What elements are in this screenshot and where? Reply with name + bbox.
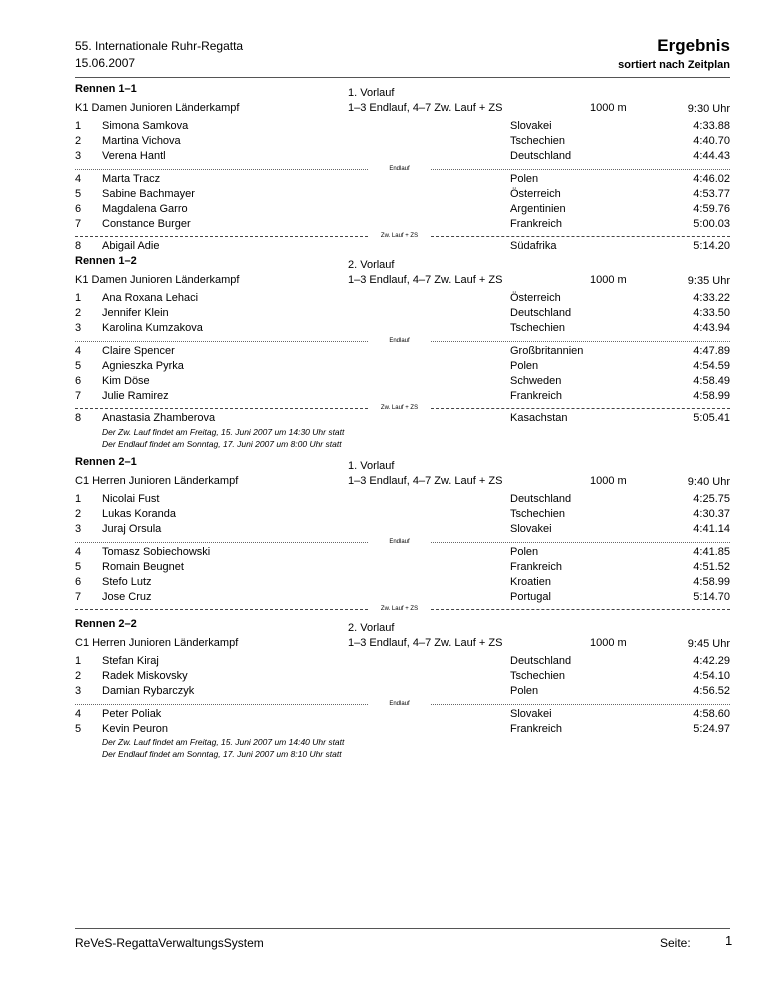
cutoff-line-right bbox=[431, 542, 730, 543]
athlete-name: Romain Beugnet bbox=[102, 560, 184, 573]
athlete-name: Jennifer Klein bbox=[102, 307, 169, 320]
result-time: 4:53.77 bbox=[693, 187, 730, 200]
cutoff-line-right bbox=[431, 609, 730, 610]
result-time: 5:14.70 bbox=[693, 591, 730, 604]
page-label: Seite: bbox=[660, 936, 691, 950]
result-place: 7 bbox=[75, 218, 82, 231]
race-note: Der Zw. Lauf findet am Freitag, 15. Juni 2007 um 14:30 Uhr statt bbox=[102, 426, 345, 437]
result-time: 4:59.76 bbox=[693, 203, 730, 215]
result-time: 4:58.49 bbox=[693, 375, 730, 387]
result-place: 3 bbox=[75, 150, 82, 163]
result-place: 3 bbox=[75, 523, 82, 536]
race-number: Rennen 2–1 bbox=[75, 456, 137, 468]
result-time: 4:33.50 bbox=[693, 307, 730, 320]
race-distance: 1000 m bbox=[590, 102, 627, 114]
athlete-country: Deutschland bbox=[510, 307, 572, 320]
result-row bbox=[0, 708, 768, 723]
result-row bbox=[0, 685, 768, 700]
athlete-name: Kim Döse bbox=[102, 375, 150, 387]
semifinal-cutoff-line bbox=[75, 232, 730, 240]
result-time: 4:51.52 bbox=[693, 560, 730, 573]
result-row bbox=[0, 292, 768, 307]
athlete-country: Frankreich bbox=[510, 218, 562, 231]
athlete-name: Peter Poliak bbox=[102, 707, 162, 720]
athlete-name: Simona Samkova bbox=[102, 120, 189, 132]
result-row bbox=[0, 591, 768, 606]
race-distance: 1000 m bbox=[590, 475, 627, 487]
cutoff-line-left bbox=[75, 169, 368, 170]
cutoff-line-right bbox=[431, 704, 730, 705]
race-start-time: 9:30 Uhr bbox=[687, 103, 730, 115]
result-time: 5:24.97 bbox=[693, 722, 730, 735]
header-divider bbox=[75, 77, 730, 78]
result-time: 4:30.37 bbox=[693, 508, 730, 521]
athlete-country: Frankreich bbox=[510, 722, 562, 735]
race-heat: 1. Vorlauf bbox=[348, 460, 395, 472]
race-distance: 1000 m bbox=[590, 274, 627, 286]
athlete-country: Deutschland bbox=[510, 150, 572, 163]
result-place: 5 bbox=[75, 187, 82, 200]
athlete-name: Claire Spencer bbox=[102, 344, 175, 357]
result-place: 4 bbox=[75, 707, 82, 720]
cutoff-line-left bbox=[75, 542, 368, 543]
athlete-country: Polen bbox=[510, 172, 539, 185]
result-row bbox=[0, 561, 768, 576]
cutoff-label: Endlauf bbox=[389, 165, 410, 172]
result-place: 2 bbox=[75, 135, 82, 148]
athlete-name: Nicolai Fust bbox=[102, 493, 160, 505]
result-place: 3 bbox=[75, 685, 82, 698]
athlete-name: Damian Rybarczyk bbox=[102, 685, 195, 698]
result-place: 6 bbox=[75, 375, 82, 387]
race-class: K1 Damen Junioren Länderkampf bbox=[75, 274, 240, 286]
cutoff-label: Zw. Lauf + ZS bbox=[380, 405, 419, 412]
cutoff-label: Endlauf bbox=[389, 538, 410, 545]
cutoff-line-right bbox=[431, 236, 730, 237]
athlete-name: Radek Miskovsky bbox=[102, 670, 188, 683]
athlete-country: Tschechien bbox=[510, 322, 566, 335]
result-place: 6 bbox=[75, 203, 82, 215]
athlete-name: Ana Roxana Lehaci bbox=[102, 292, 199, 304]
race-number: Rennen 1–2 bbox=[75, 255, 137, 267]
race-number: Rennen 2–2 bbox=[75, 618, 137, 630]
result-row bbox=[0, 150, 768, 165]
result-place: 8 bbox=[75, 240, 82, 253]
athlete-name: Lukas Koranda bbox=[102, 508, 176, 521]
cutoff-line-left bbox=[75, 236, 368, 237]
athlete-country: Tschechien bbox=[510, 135, 566, 148]
result-row bbox=[0, 188, 768, 203]
result-place: 4 bbox=[75, 344, 82, 357]
athlete-country: Argentinien bbox=[510, 203, 566, 215]
race-progression: 1–3 Endlauf, 4–7 Zw. Lauf + ZS bbox=[348, 637, 503, 649]
athlete-name: Verena Hantl bbox=[102, 150, 166, 163]
result-place: 1 bbox=[75, 292, 82, 304]
athlete-country: Portugal bbox=[510, 591, 551, 604]
race-progression: 1–3 Endlauf, 4–7 Zw. Lauf + ZS bbox=[348, 475, 503, 487]
result-place: 4 bbox=[75, 172, 82, 185]
race-start-time: 9:35 Uhr bbox=[687, 275, 730, 287]
result-row bbox=[0, 523, 768, 538]
athlete-name: Abigail Adie bbox=[102, 240, 160, 253]
result-time: 4:58.99 bbox=[693, 576, 730, 588]
result-row bbox=[0, 240, 768, 255]
result-place: 2 bbox=[75, 508, 82, 521]
athlete-name: Anastasia Zhamberova bbox=[102, 412, 216, 425]
page-subtitle: sortiert nach Zeitplan bbox=[618, 59, 730, 71]
race-heat: 2. Vorlauf bbox=[348, 622, 395, 634]
result-row bbox=[0, 412, 768, 427]
athlete-country: Slovakei bbox=[510, 707, 552, 720]
athlete-country: Slovakei bbox=[510, 120, 552, 132]
event-date: 15.06.2007 bbox=[75, 56, 136, 70]
result-time: 4:58.60 bbox=[693, 707, 730, 720]
athlete-country: Österreich bbox=[510, 187, 561, 200]
cutoff-line-left bbox=[75, 341, 368, 342]
cutoff-label: Zw. Lauf + ZS bbox=[380, 233, 419, 240]
result-place: 1 bbox=[75, 120, 82, 132]
result-row bbox=[0, 655, 768, 670]
result-place: 5 bbox=[75, 359, 82, 372]
footer-divider bbox=[75, 928, 730, 929]
result-place: 1 bbox=[75, 655, 82, 667]
result-row bbox=[0, 723, 768, 738]
cutoff-line-left bbox=[75, 704, 368, 705]
result-row bbox=[0, 218, 768, 233]
athlete-name: Agnieszka Pyrka bbox=[102, 359, 184, 372]
race-class: C1 Herren Junioren Länderkampf bbox=[75, 475, 239, 487]
result-place: 8 bbox=[75, 412, 82, 425]
result-time: 5:14.20 bbox=[693, 240, 730, 253]
page-title: Ergebnis bbox=[657, 36, 730, 55]
result-row bbox=[0, 322, 768, 337]
result-time: 4:33.88 bbox=[693, 120, 730, 132]
athlete-country: Slovakei bbox=[510, 523, 552, 536]
race-progression: 1–3 Endlauf, 4–7 Zw. Lauf + ZS bbox=[348, 102, 503, 114]
race-heat: 1. Vorlauf bbox=[348, 87, 395, 99]
result-row bbox=[0, 670, 768, 685]
result-row bbox=[0, 203, 768, 218]
result-row bbox=[0, 135, 768, 150]
final-cutoff-line bbox=[75, 337, 730, 345]
athlete-country: Frankreich bbox=[510, 560, 562, 573]
athlete-country: Großbritannien bbox=[510, 344, 584, 357]
result-time: 5:00.03 bbox=[693, 218, 730, 231]
athlete-name: Constance Burger bbox=[102, 218, 191, 231]
cutoff-line-left bbox=[75, 609, 368, 610]
result-row bbox=[0, 307, 768, 322]
result-place: 2 bbox=[75, 307, 82, 320]
athlete-name: Magdalena Garro bbox=[102, 203, 188, 215]
athlete-country: Schweden bbox=[510, 375, 562, 387]
athlete-country: Tschechien bbox=[510, 508, 566, 521]
result-row bbox=[0, 390, 768, 405]
result-row bbox=[0, 576, 768, 591]
cutoff-line-right bbox=[431, 408, 730, 409]
athlete-name: Kevin Peuron bbox=[102, 722, 169, 735]
result-time: 4:42.29 bbox=[693, 655, 730, 667]
result-row bbox=[0, 508, 768, 523]
athlete-country: Frankreich bbox=[510, 390, 562, 403]
final-cutoff-line bbox=[75, 165, 730, 173]
result-time: 4:25.75 bbox=[693, 493, 730, 505]
athlete-name: Jose Cruz bbox=[102, 591, 152, 604]
cutoff-label: Endlauf bbox=[389, 700, 410, 707]
race-class: K1 Damen Junioren Länderkampf bbox=[75, 102, 240, 114]
result-row bbox=[0, 345, 768, 360]
athlete-country: Tschechien bbox=[510, 670, 566, 683]
result-row bbox=[0, 173, 768, 188]
athlete-country: Deutschland bbox=[510, 655, 572, 667]
result-place: 5 bbox=[75, 560, 82, 573]
athlete-name: Sabine Bachmayer bbox=[102, 187, 195, 200]
athlete-name: Juraj Orsula bbox=[102, 523, 162, 536]
race-note: Der Endlauf findet am Sonntag, 17. Juni 2007 um 8:10 Uhr statt bbox=[102, 749, 342, 759]
result-place: 3 bbox=[75, 322, 82, 335]
athlete-country: Polen bbox=[510, 359, 539, 372]
result-place: 5 bbox=[75, 722, 82, 735]
race-distance: 1000 m bbox=[590, 637, 627, 649]
cutoff-line-right bbox=[431, 341, 730, 342]
result-place: 6 bbox=[75, 576, 82, 588]
result-time: 4:46.02 bbox=[693, 172, 730, 185]
result-row bbox=[0, 493, 768, 508]
cutoff-line-left bbox=[75, 408, 368, 409]
result-time: 4:58.99 bbox=[693, 390, 730, 403]
result-time: 4:47.89 bbox=[693, 344, 730, 357]
result-place: 2 bbox=[75, 670, 82, 683]
system-name: ReVeS-RegattaVerwaltungsSystem bbox=[75, 936, 264, 950]
athlete-name: Tomasz Sobiechowski bbox=[102, 545, 211, 558]
athlete-country: Polen bbox=[510, 545, 539, 558]
race-progression: 1–3 Endlauf, 4–7 Zw. Lauf + ZS bbox=[348, 274, 503, 286]
athlete-country: Österreich bbox=[510, 292, 561, 304]
race-start-time: 9:40 Uhr bbox=[687, 476, 730, 488]
result-row bbox=[0, 375, 768, 390]
athlete-country: Deutschland bbox=[510, 493, 572, 505]
result-time: 4:54.59 bbox=[693, 359, 730, 372]
athlete-country: Kasachstan bbox=[510, 412, 568, 425]
race-note: Der Endlauf findet am Sonntag, 17. Juni 2007 um 8:00 Uhr statt bbox=[102, 438, 342, 449]
result-row bbox=[0, 360, 768, 375]
semifinal-cutoff-line bbox=[75, 605, 730, 613]
final-cutoff-line bbox=[75, 700, 730, 708]
semifinal-cutoff-line bbox=[75, 404, 730, 412]
result-place: 4 bbox=[75, 545, 82, 558]
page-number: 1 bbox=[725, 933, 733, 948]
race-number: Rennen 1–1 bbox=[75, 83, 137, 95]
result-row bbox=[0, 120, 768, 135]
race-start-time: 9:45 Uhr bbox=[687, 638, 730, 650]
cutoff-label: Endlauf bbox=[389, 337, 410, 344]
result-place: 1 bbox=[75, 493, 82, 505]
final-cutoff-line bbox=[75, 538, 730, 546]
result-time: 4:44.43 bbox=[693, 150, 730, 163]
result-time: 4:41.14 bbox=[693, 523, 730, 536]
race-class: C1 Herren Junioren Länderkampf bbox=[75, 637, 239, 649]
result-time: 4:43.94 bbox=[693, 322, 730, 335]
athlete-country: Polen bbox=[510, 685, 539, 698]
athlete-name: Julie Ramirez bbox=[102, 390, 169, 403]
result-place: 7 bbox=[75, 591, 82, 604]
result-time: 4:41.85 bbox=[693, 545, 730, 558]
event-name: 55. Internationale Ruhr-Regatta bbox=[75, 39, 244, 53]
athlete-name: Stefan Kiraj bbox=[102, 655, 159, 667]
athlete-name: Martina Vichova bbox=[102, 135, 181, 148]
result-time: 4:56.52 bbox=[693, 685, 730, 698]
athlete-name: Stefo Lutz bbox=[102, 576, 152, 588]
cutoff-line-right bbox=[431, 169, 730, 170]
result-row bbox=[0, 546, 768, 561]
result-time: 4:54.10 bbox=[693, 670, 730, 683]
result-time: 4:40.70 bbox=[693, 135, 730, 148]
race-note: Der Zw. Lauf findet am Freitag, 15. Juni 2007 um 14:40 Uhr statt bbox=[102, 737, 345, 747]
athlete-country: Südafrika bbox=[510, 240, 557, 253]
athlete-name: Karolina Kumzakova bbox=[102, 322, 203, 335]
result-time: 4:33.22 bbox=[693, 292, 730, 304]
race-heat: 2. Vorlauf bbox=[348, 259, 395, 271]
athlete-name: Marta Tracz bbox=[102, 172, 161, 185]
result-time: 5:05.41 bbox=[693, 412, 730, 425]
result-place: 7 bbox=[75, 390, 82, 403]
athlete-country: Kroatien bbox=[510, 576, 551, 588]
cutoff-label: Zw. Lauf + ZS bbox=[380, 606, 419, 613]
